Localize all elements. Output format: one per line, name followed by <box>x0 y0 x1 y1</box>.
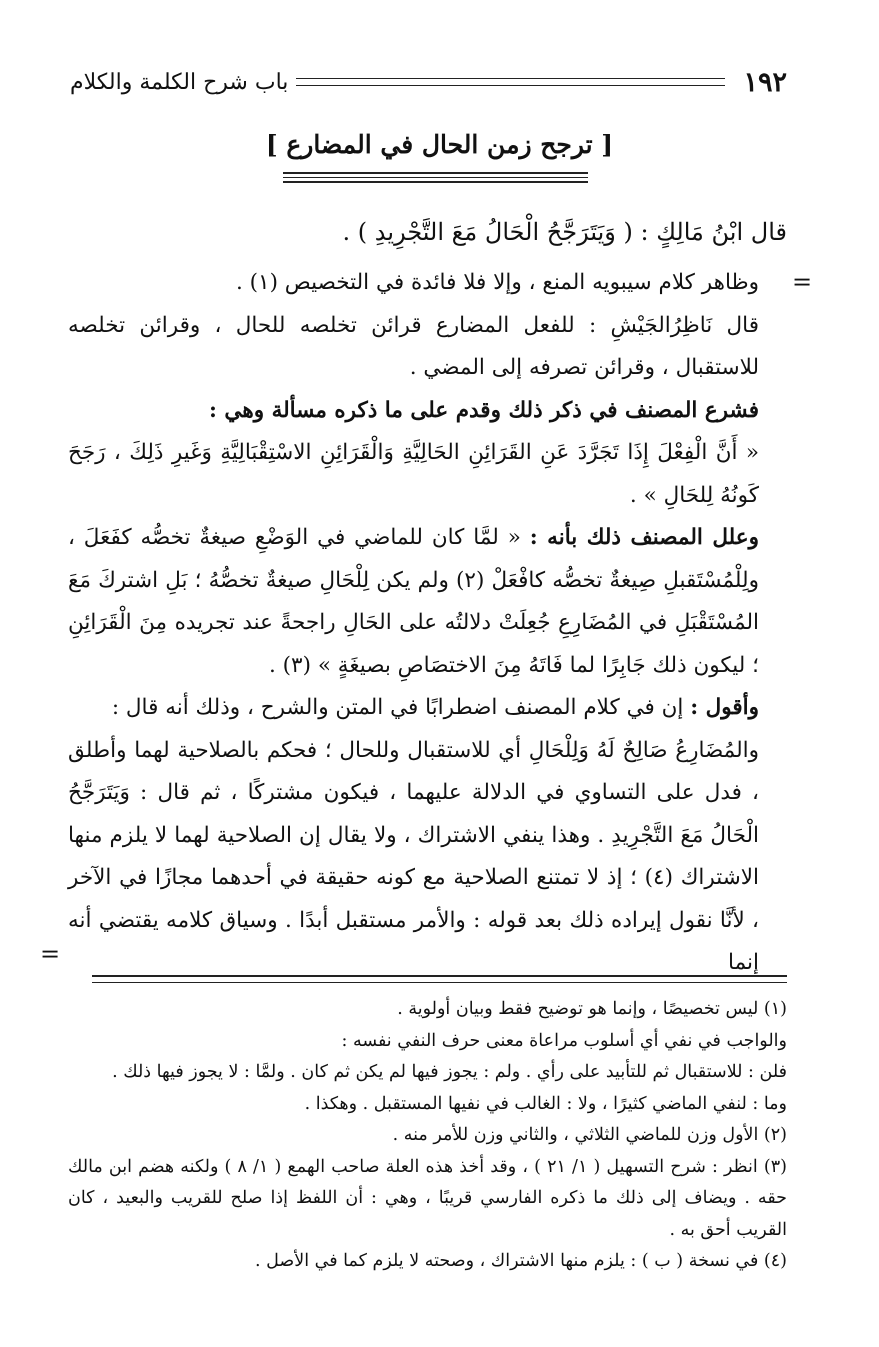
footnote-1-cont-b: فلن : للاستقبال ثم للتأبيد على رأي . ولم : يجوز فيها لم يكن ثم كان . ولمَّا : لا يجوز فيها ذلك . <box>112 1062 787 1082</box>
paragraph-3: فشرع المصنف في ذكر ذلك وقدم على ما ذكره مسألة وهي : <box>209 397 759 423</box>
footnotes <box>68 994 787 1278</box>
main-text <box>68 262 787 985</box>
footnote-4: (٤) في نسخة ( ب ) : يلزم منها الاشتراك ، وصحته لا يلزم كما في الأصل . <box>254 1251 787 1271</box>
footnote-1-cont-c: وما : لنفي الماضي كثيرًا ، ولا : الغالب في نفيها المستقبل . وهكذا . <box>304 1093 787 1114</box>
footnote-1: (١) ليس تخصيصًا ، وإنما هو توضيح فقط وبيان أولوية . <box>397 999 787 1019</box>
paragraph-5-text: « لمَّا كان للماضي في الوَضْعِ صيغةٌ تخصُّه كفَعَلَ ، ولِلْمُسْتَقبلِ صِيغةٌ تخصُّه كافْعَلْ (٢) ولم يكن لِلْحَالِ صيغةٌ تخصُّهُ ؛ بَلِ اشتركَ مَعَ المُسْتَقْبَلِ في المُضَارِعِ جُعِلَتْ دلالتُه على الحَالِ راجحةً عند تجريده مِنَ الْقَرَائِنِ ؛ ليكون ذلك جَابِرًا لما فَاتَهُ مِنَ الاختصَاصِ بصيغَةٍ » (٣) . <box>68 525 759 678</box>
paragraph-5-lead: وعلل المصنف ذلك بأنه : <box>529 525 759 550</box>
paragraph-1: وظاهر كلام سيبويه المنع ، وإلا فلا فائدة في التخصيص (١) . <box>235 270 759 295</box>
footnote-1-cont-a: والواجب في نفي أي أسلوب مراعاة معنى حرف النفي نفسه : <box>341 1030 787 1051</box>
page-header <box>70 62 787 102</box>
header-rule <box>296 78 725 86</box>
paragraph-2: قال نَاظِرُالجَيْشِ : للفعل المضارع قرائن تخلصه للحال ، وقرائن تخلصه للاستقبال ، وقرائن تصرفه إلى المضي . <box>68 312 759 380</box>
paragraph-6-lead: وأقول : <box>690 695 759 720</box>
section-title-rules <box>283 172 588 186</box>
continued-marker-top: = <box>792 268 813 296</box>
chapter-title: باب شرح الكلمة والكلام <box>70 69 289 95</box>
paragraph-7: والمُضَارِعُ صَالِحٌ لَهُ وَلِلْحَالِ أي للاستقبال وللحال ؛ فحكم بالصلاحية لهما وأطلق ، فدل على التساوي في الدلالة عليهما ، فيكون مشتركًا ، ثم قال : وَيَتَرَجَّحُ الْحَالُ مَعَ التَّجْرِيدِ . وهذا ينفي الاشتراك ، ولا يقال إن الصلاحية لهما لا يلزم منها الاشتراك (٤) ؛ إذ لا تمتنع الصلاحية مع كونه حقيقة في أحدهما مجازًا في الآخر ، لأنَّا نقول إيراده ذلك بعد قوله : والأمر مستقبل أبدًا . وسياق كلامه يقتضي أنه إنما <box>68 737 759 975</box>
paragraph-5 <box>68 517 787 687</box>
footnote-2: (٢) الأول وزن للماضي الثلاثي ، والثاني وزن للأمر منه . <box>392 1125 787 1145</box>
footnote-separator <box>92 975 787 977</box>
paragraph-4-quote: « أَنَّ الْفِعْلَ إِذَا تَجَرَّدَ عَنِ القَرَائِنِ الحَالِيَّةِ وَالْقَرَائِنِ الاسْتِقْبَالِيَّةِ وَغَيرِ ذَلِكَ ، رَجَحَ كَونُهُ لِلحَالِ » . <box>68 440 759 508</box>
paragraph-6 <box>68 687 787 730</box>
continued-marker-bottom: = <box>40 940 61 968</box>
paragraph-6-text: إن في كلام المصنف اضطرابًا في المتن والشرح ، وذلك أنه قال : <box>111 695 691 720</box>
section-title: [ ترجح زمن الحال في المضارع ] <box>265 130 614 159</box>
footnote-3: (٣) انظر : شرح التسهيل ( ١/ ٢١ ) ، وقد أخذ هذه العلة صاحب الهمع ( ١/ ٨ ) ولكنه هضم ابن مالك حقه . ويضاف إلى ذلك ما ذكره الفارسي قريبًا ، وهي : أن اللفظ إذا صلح للقريب والبعيد ، كان القريب أحق به . <box>68 1156 787 1240</box>
page-number: ١٩٢ <box>743 66 787 98</box>
footnote-separator-thin <box>92 982 787 983</box>
intro-line: قال ابْنُ مَالِكٍ : ( وَيَتَرَجَّحُ الْحَالُ مَعَ التَّجْرِيدِ ) . <box>342 218 787 246</box>
